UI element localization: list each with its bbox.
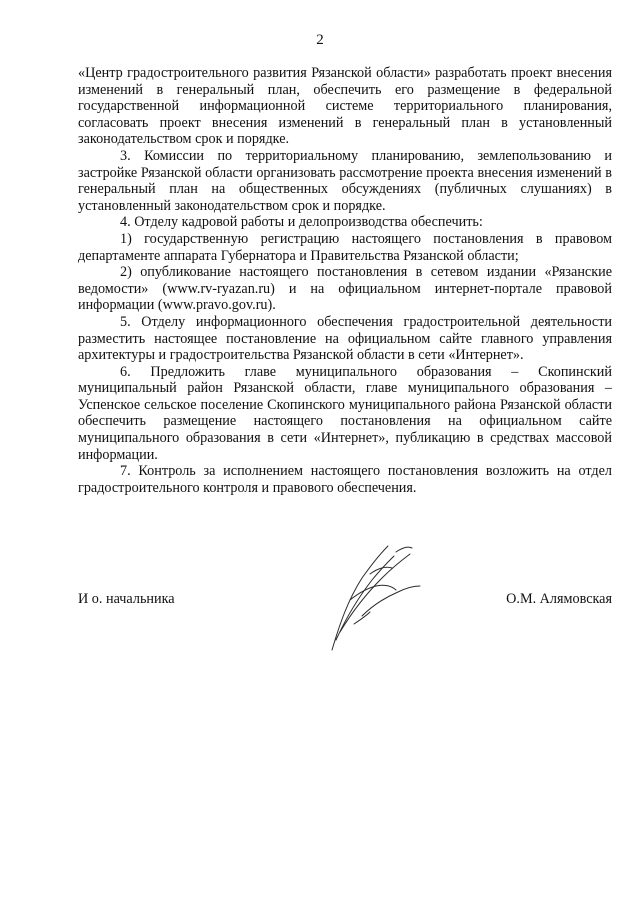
paragraph-item-5: 5. Отделу информационного обеспечения градостроительной деятельности разместить настоящее постановление на официальном сайте главного управления архитектуры и градостроительства Рязанской области в сети «Интернет».	[78, 313, 612, 364]
paragraph-subitem-2: 2) опубликование настоящего постановления в сетевом издании «Рязанские ведомости» (www.rv-ryazan.ru) и на официальном интернет-портале правовой информации (www.pravo.gov.ru).	[78, 264, 612, 314]
signatory-name: О.М. Алямовская	[506, 591, 612, 607]
paragraph-item-6: 6. Предложить главе муниципального образования – Скопинский муниципальный район Рязанской области, главе муниципального образования – Успенское сельское поселение Скопинского муниципального района Рязанской области обеспечить размещение настоящего постановления на официальном сайте муниципального образования в сети «Интернет», публикацию в средствах массовой информации.	[78, 363, 612, 463]
paragraph-item-4: 4. Отделу кадровой работы и делопроизводства обеспечить:	[120, 214, 483, 231]
paragraph-subitem-1: 1) государственную регистрацию настоящего постановления в правовом департаменте аппарата Губернатора и Правительства Рязанской области;	[78, 230, 612, 264]
paragraph-item-3: 3. Комиссии по территориальному планированию, землепользованию и застройке Рязанской области организовать рассмотрение проекта внесения изменений в генеральный план на общественных обсуждениях (публичных слушаниях) в установленный законодательством срок и порядке.	[78, 147, 612, 214]
signature-block	[78, 591, 612, 611]
paragraph-item-7: 7. Контроль за исполнением настоящего постановления возложить на отдел градостроительного контроля и правового обеспечения.	[78, 463, 612, 496]
paragraph-continuation: «Центр градостроительного развития Рязанской области» разработать проект внесения изменений в генеральный план, обеспечить его размещение в федеральной государственной информационной системе территориального планирования, согласовать проект внесения изменений в генеральный план в установленный законодательством срок и порядке.	[78, 65, 612, 148]
signatory-position: И о. начальника	[78, 591, 175, 607]
page-number: 2	[316, 32, 324, 48]
document-body	[78, 65, 612, 496]
